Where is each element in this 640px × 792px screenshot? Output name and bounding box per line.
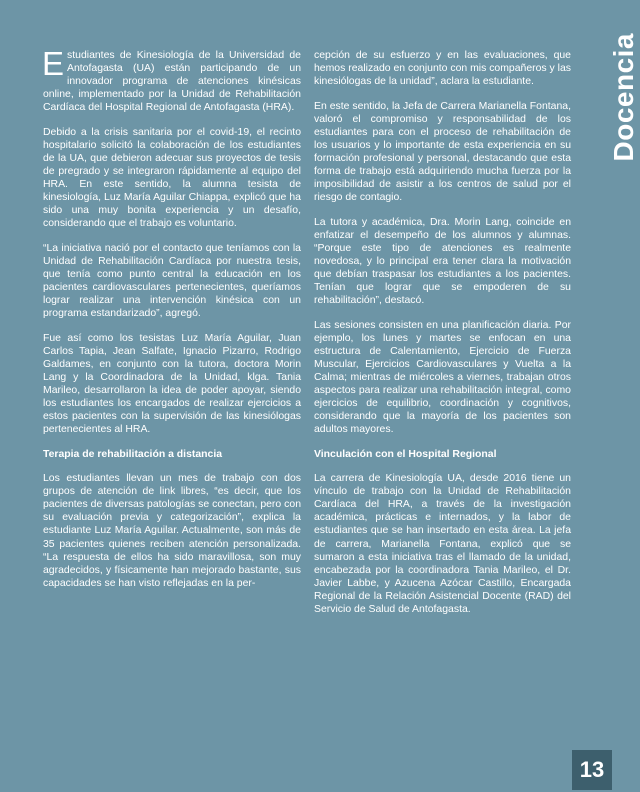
section-heading: Vinculación con el Hospital Regional <box>314 448 497 460</box>
paragraph: Fue así como los tesistas Luz María Aguilar, Juan Carlos Tapia, Jean Salfate, Ignacio Pizarro, Rodrigo Galdames, en conjunto con la tutora, doctora Morin Lang y la Coordinadora de la Unidad, klga. Tania Marileo, desarrollaron la idea de poder apoyar, siendo los estudiantes los encargados de realizar ejercicios a estos pacientes con la supervisión de las kinesiólogas pertenecientes al HRA. <box>43 332 301 435</box>
paragraph: La carrera de Kinesiología UA, desde 2016 tiene un vínculo de trabajo con la Unidad de Rehabilitación Cardíaca del HRA, a través de la investigación académica, prácticas e internados, y la labor de estudiantes que se han insertado en esta área. La jefa de carrera, Marianella Fontana, explicó que se sumaron a esta iniciativa tras el llamado de la unidad, encabezada por la coordinadora Tania Marileo, el Dr. Javier Labbe, y Azucena Azócar Castillo, Encargada Regional de la Relación Asistencial Docente (RAD) del Servicio de Salud de Antofagasta. <box>314 473 571 615</box>
paragraph: Debido a la crisis sanitaria por el covid-19, el recinto hospitalario solicitó la colaboración de los estudiantes de la UA, que debieron adecuar sus proyectos de tesis de pregrado y se integraron rápidamente al equipo del HRA. En este sentido, la alumna tesista de kinesiología, Luz María Aguilar Chiappa, explicó que ha sido una muy bonita experiencia y un desafío, considerando que el trabajo es voluntario. <box>43 126 301 230</box>
paragraph: Los estudiantes llevan un mes de trabajo con dos grupos de atención de link libres, “es decir, que los pacientes de diversas patologías se conectan, pero con su evaluación previa y categorización”, explica la estudiante Luz María Aguilar. Actualmente, son más de 35 pacientes quienes reciben atención personalizada. “La respuesta de ellos ha sido maravillosa, son muy agradecidos, y físicamente han mejorado bastante, sus capacidades se han visto reflejadas en la per- <box>43 473 301 589</box>
page-number: 13 <box>572 750 612 790</box>
paragraph: cepción de su esfuerzo y en las evaluaciones, que hemos realizado en conjunto con mis compañeros y las kinesiólogas de la unidad”, aclara la estudiante. <box>314 50 572 88</box>
paragraph-intro <box>42 45 301 114</box>
paragraph-intro-text: studiantes de Kinesiología de la Universidad de Antofagasta (UA) están participando de un innovador programa de atenciones kinésicas online, implementado por la Unidad de Rehabilitación Cardíaca del Hospital Regional de Antofagasta (HRA). <box>43 50 301 114</box>
paragraph: En este sentido, la Jefa de Carrera Marianella Fontana, valoró el compromiso y responsabilidad de los estudiantes para con el proceso de rehabilitación de los usuarios y lo importante de esta experiencia en su formación profesional y personal, destacando que esta forma de trabajo está adquiriendo mucha fuerza por la imposibilidad de asistir a los centros de salud por el riesgo de contagio. <box>314 100 571 204</box>
left-column <box>42 45 301 601</box>
drop-cap: E <box>42 45 65 82</box>
paragraph: La tutora y académica, Dra. Morin Lang, coincide en enfatizar el desempeño de los alumnos y alumnas. “Porque este tipo de atenciones es realmente novedosa, y lo principal era tener clara la motivación que debían traspasar los estudiantes a los pacientes. Tenían que lograr que se empoderen de su rehabilitación”, destacó. <box>314 216 571 306</box>
section-label <box>574 33 639 213</box>
section-heading: Terapia de rehabilitación a distancia <box>43 448 223 460</box>
paragraph: Las sesiones consisten en una planificación diaria. Por ejemplo, los lunes y martes se enfocan en una estructura de Calentamiento, Ejercicio de Fuerza Muscular, Ejercicios Cardiovasculares y Vuelta a la Calma; mientras de miércoles a viernes, trabajan otros aspectos para realizar una rehabilitación integral, como ejercicios de equilibrio, coordinación y cognitivos, considerando que la mayoría de los pacientes son adultos mayores. <box>314 319 571 435</box>
right-column <box>314 49 571 627</box>
paragraph: “La iniciativa nació por el contacto que teníamos con la Unidad de Rehabilitación Cardíaca por nuestra tesis, que tenía como punto central la educación en los pacientes cardiovasculares pertenecientes, queríamos lograr realizar una intervención kinésica con un programa estandarizado”, agregó. <box>43 242 301 320</box>
section-label-text: Docencia <box>608 33 639 162</box>
